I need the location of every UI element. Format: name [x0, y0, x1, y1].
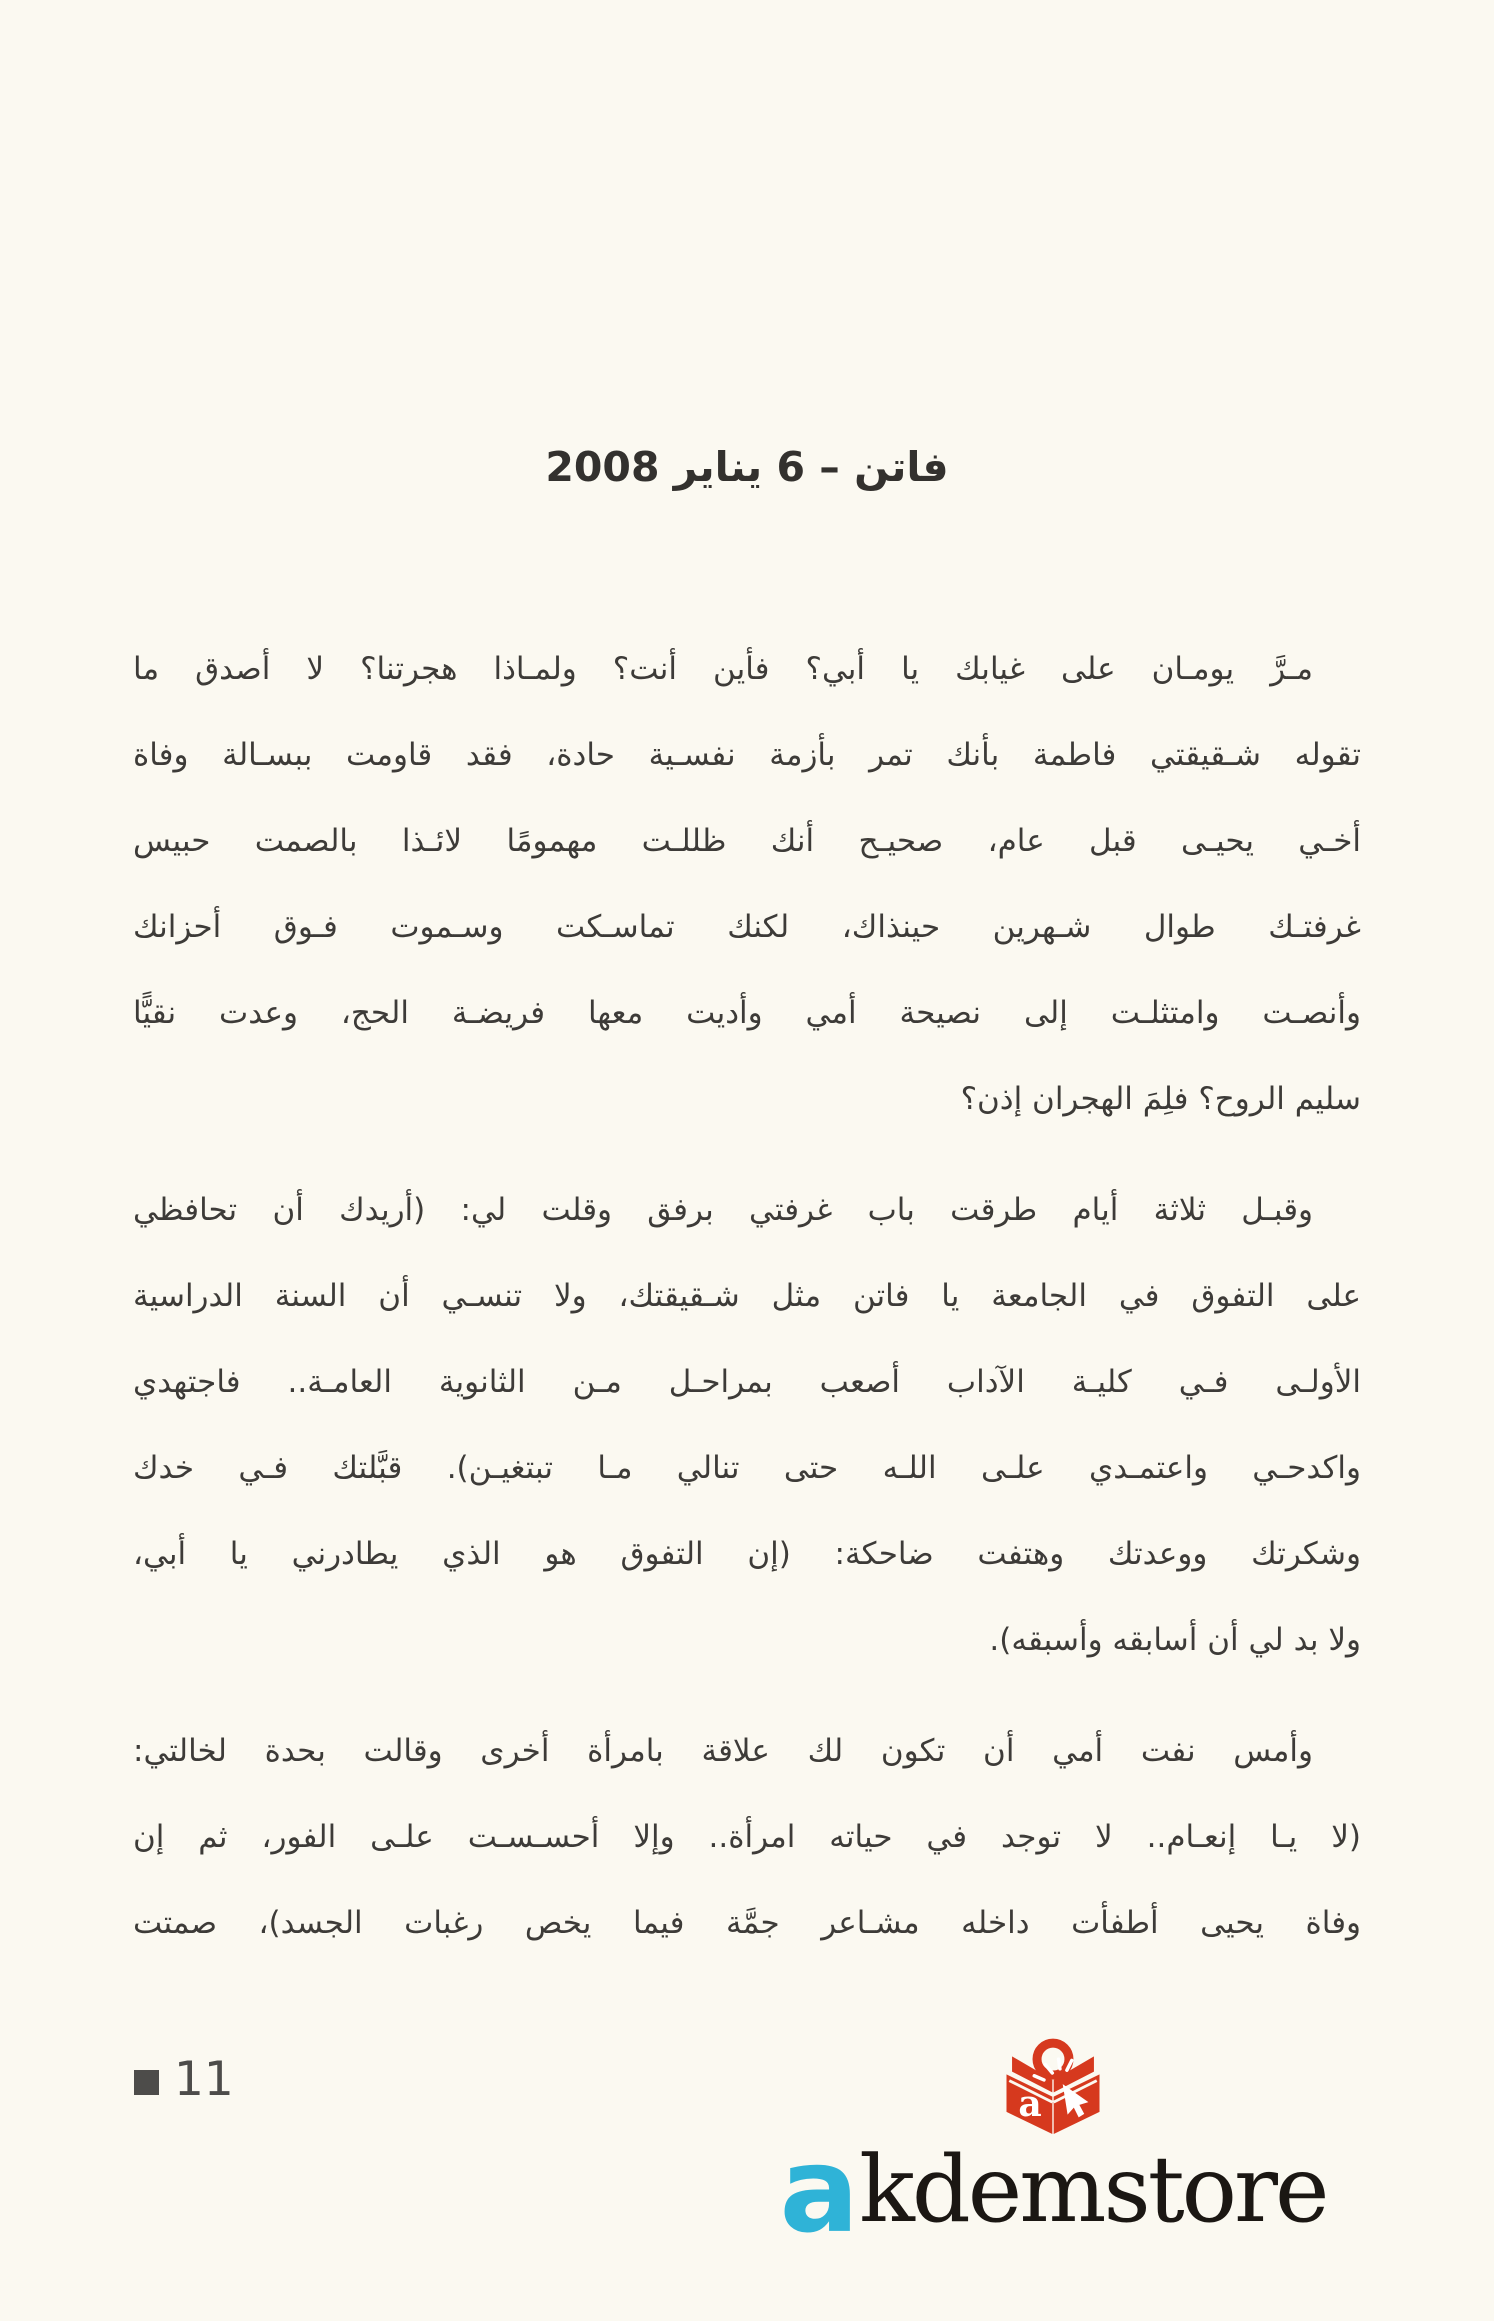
brand-letter-a: a	[779, 2121, 860, 2259]
text-line: وشكرتك ووعدتك وهتفت ضاحكة: (إن التفوق هو الذي يطادرني يا أبي،	[133, 1536, 1361, 1572]
page-number	[134, 2052, 234, 2107]
text-line: وأنصـت وامتثلـت إلى نصيحة أمي وأديت معها فريضـة الحج، وعدت نقيًّا	[133, 995, 1361, 1031]
text-line: وفاة يحيى أطفأت داخله مشـاعر جمَّة فيما يخص رغبات الجسد)، صمتت	[133, 1905, 1361, 1941]
text-line: واكدحـي واعتمـدي علـى اللـه حتى تنالي مـا تبتغيـن). قبَّلتك فـي خدك	[133, 1450, 1361, 1486]
text-line: على التفوق في الجامعة يا فاتن مثل شـقيقتك، ولا تنسـي أن السنة الدراسية	[133, 1278, 1361, 1314]
text-line: غرفتـك طوال شـهرين حينذاك، لكنك تماسـكت وسـموت فـوق أحزانك	[133, 909, 1361, 945]
text-line: (لا يـا إنعـام.. لا توجد في حياته امرأة.. وإلا أحسـسـت علـى الفور، ثم إن	[133, 1819, 1361, 1855]
page-number-marker-icon	[134, 2070, 159, 2095]
text-line: سليم الروح؟ فلِمَ الهجران إذن؟	[960, 1081, 1361, 1117]
book-logo-icon	[994, 2016, 1112, 2148]
paragraph	[133, 626, 1361, 1142]
book-handle-icon	[1037, 2043, 1069, 2075]
brand-letters-rest: kdemstore	[859, 2135, 1327, 2243]
paragraph	[133, 1708, 1361, 1966]
text-line: مـرَّ يومـان على غيابك يا أبي؟ فأين أنت؟ ولمـاذا هجرتنا؟ لا أصدق ما	[133, 651, 1313, 687]
text-line: تقوله شـقيقتي فاطمة بأنك تمر بأزمة نفسـية حادة، فقد قاومت ببسـالة وفاة	[133, 737, 1361, 773]
akdemstore-watermark	[779, 2016, 1327, 2259]
brand-wordmark	[779, 2121, 1327, 2259]
text-line: الأولـى فـي كليـة الآداب أصعب بمراحـل مـن الثانوية العامـة.. فاجتهدي	[133, 1364, 1361, 1400]
text-line: وقبـل ثلاثة أيام طرقت باب غرفتي برفق وقلت لي: (أريدك أن تحافظي	[133, 1192, 1313, 1228]
body-text	[133, 626, 1361, 1966]
text-line: وأمس نفت أمي أن تكون لك علاقة بامرأة أخرى وقالت بحدة لخالتي:	[133, 1733, 1313, 1769]
icon-letter-a: a	[1018, 2082, 1042, 2126]
paragraph	[133, 1167, 1361, 1683]
chapter-heading: فاتن – 6 يناير 2008	[545, 443, 949, 492]
text-line: ولا بد لي أن أسابقه وأسبقه).	[989, 1622, 1361, 1658]
page-number-text: 11	[174, 2052, 234, 2107]
text-line: أخـي يحيـى قبل عام، صحيـح أنك ظللـت مهمومًا لائـذا بالصمت حبيس	[133, 823, 1361, 859]
